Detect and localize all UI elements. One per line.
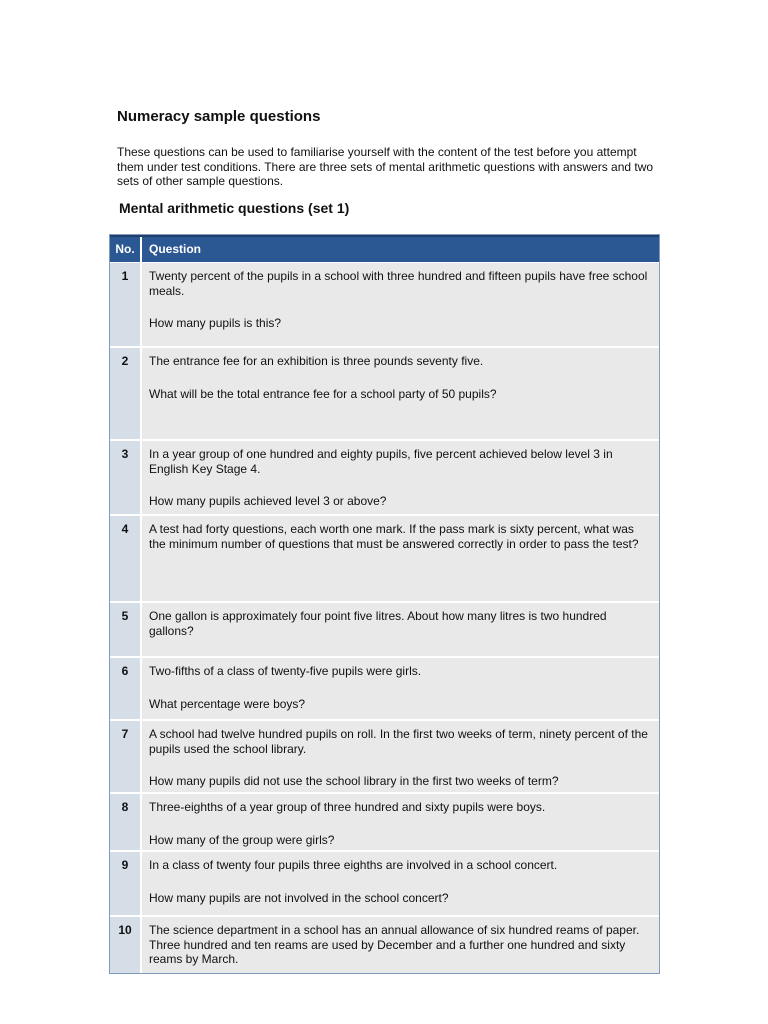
question-text: In a class of twenty four pupils three eighths are involved in a school concert. xyxy=(149,858,558,872)
question-cell xyxy=(142,348,659,439)
question-prompt: How many of the group were girls? xyxy=(149,832,335,847)
question-cell xyxy=(142,516,659,601)
question-number: 10 xyxy=(110,917,142,973)
question-number: 6 xyxy=(110,658,142,719)
question-cell xyxy=(142,603,659,656)
table-row xyxy=(110,263,659,348)
question-cell xyxy=(142,917,659,973)
questions-table xyxy=(109,234,660,974)
question-prompt: How many pupils are not involved in the school concert? xyxy=(149,890,449,905)
question-prompt: How many pupils is this? xyxy=(149,316,282,330)
question-number: 2 xyxy=(110,348,142,439)
question-text: One gallon is approximately four point five litres. About how many litres is two hundred gallons? xyxy=(149,609,607,638)
table-row xyxy=(110,852,659,917)
question-text: Two-fifths of a class of twenty-five pupils were girls. xyxy=(149,664,422,678)
question-text: The science department in a school has an annual allowance of six hundred reams of paper. Three hundred and ten reams are used by December and a further one hundred and sixty reams by March. xyxy=(149,923,640,966)
column-header-no: No. xyxy=(110,237,142,262)
question-number: 8 xyxy=(110,794,142,850)
question-cell xyxy=(142,794,659,850)
question-cell xyxy=(142,263,659,346)
intro-paragraph: These questions can be used to familiarise yourself with the content of the test before you attempt them under test conditions. There are three sets of mental arithmetic questions with answers and two sets of other sample questions. xyxy=(117,145,654,188)
table-row xyxy=(110,721,659,794)
table-row xyxy=(110,516,659,603)
question-prompt: How many pupils achieved level 3 or above? xyxy=(149,494,387,508)
question-cell xyxy=(142,658,659,719)
question-cell xyxy=(142,441,659,514)
question-number: 7 xyxy=(110,721,142,792)
table-row xyxy=(110,441,659,516)
question-text: The entrance fee for an exhibition is three pounds seventy five. xyxy=(149,354,484,368)
question-prompt: What will be the total entrance fee for a school party of 50 pupils? xyxy=(149,386,497,401)
table-row xyxy=(110,658,659,721)
question-number: 4 xyxy=(110,516,142,601)
question-text: Twenty percent of the pupils in a school with three hundred and fifteen pupils have free school meals. xyxy=(149,269,648,298)
section-heading: Mental arithmetic questions (set 1) xyxy=(119,200,350,216)
question-prompt: How many pupils did not use the school library in the first two weeks of term? xyxy=(149,774,559,788)
question-prompt: What percentage were boys? xyxy=(149,696,306,711)
question-text: A school had twelve hundred pupils on roll. In the first two weeks of term, ninety percent of the pupils used the school library. xyxy=(149,727,648,756)
question-text: In a year group of one hundred and eighty pupils, five percent achieved below level 3 in English Key Stage 4. xyxy=(149,447,613,476)
table-row xyxy=(110,603,659,658)
table-row xyxy=(110,348,659,441)
question-text: A test had forty questions, each worth one mark. If the pass mark is sixty percent, what was the minimum number of questions that must be answered correctly in order to pass the test? xyxy=(149,522,639,551)
table-row xyxy=(110,794,659,852)
question-text: Three-eighths of a year group of three hundred and sixty pupils were boys. xyxy=(149,800,546,814)
question-number: 1 xyxy=(110,263,142,346)
question-cell xyxy=(142,852,659,915)
question-number: 9 xyxy=(110,852,142,915)
question-cell xyxy=(142,721,659,792)
question-number: 3 xyxy=(110,441,142,514)
page-title: Numeracy sample questions xyxy=(117,108,321,125)
table-header xyxy=(110,235,659,263)
question-number: 5 xyxy=(110,603,142,656)
table-row xyxy=(110,917,659,973)
column-header-question: Question xyxy=(149,242,202,256)
